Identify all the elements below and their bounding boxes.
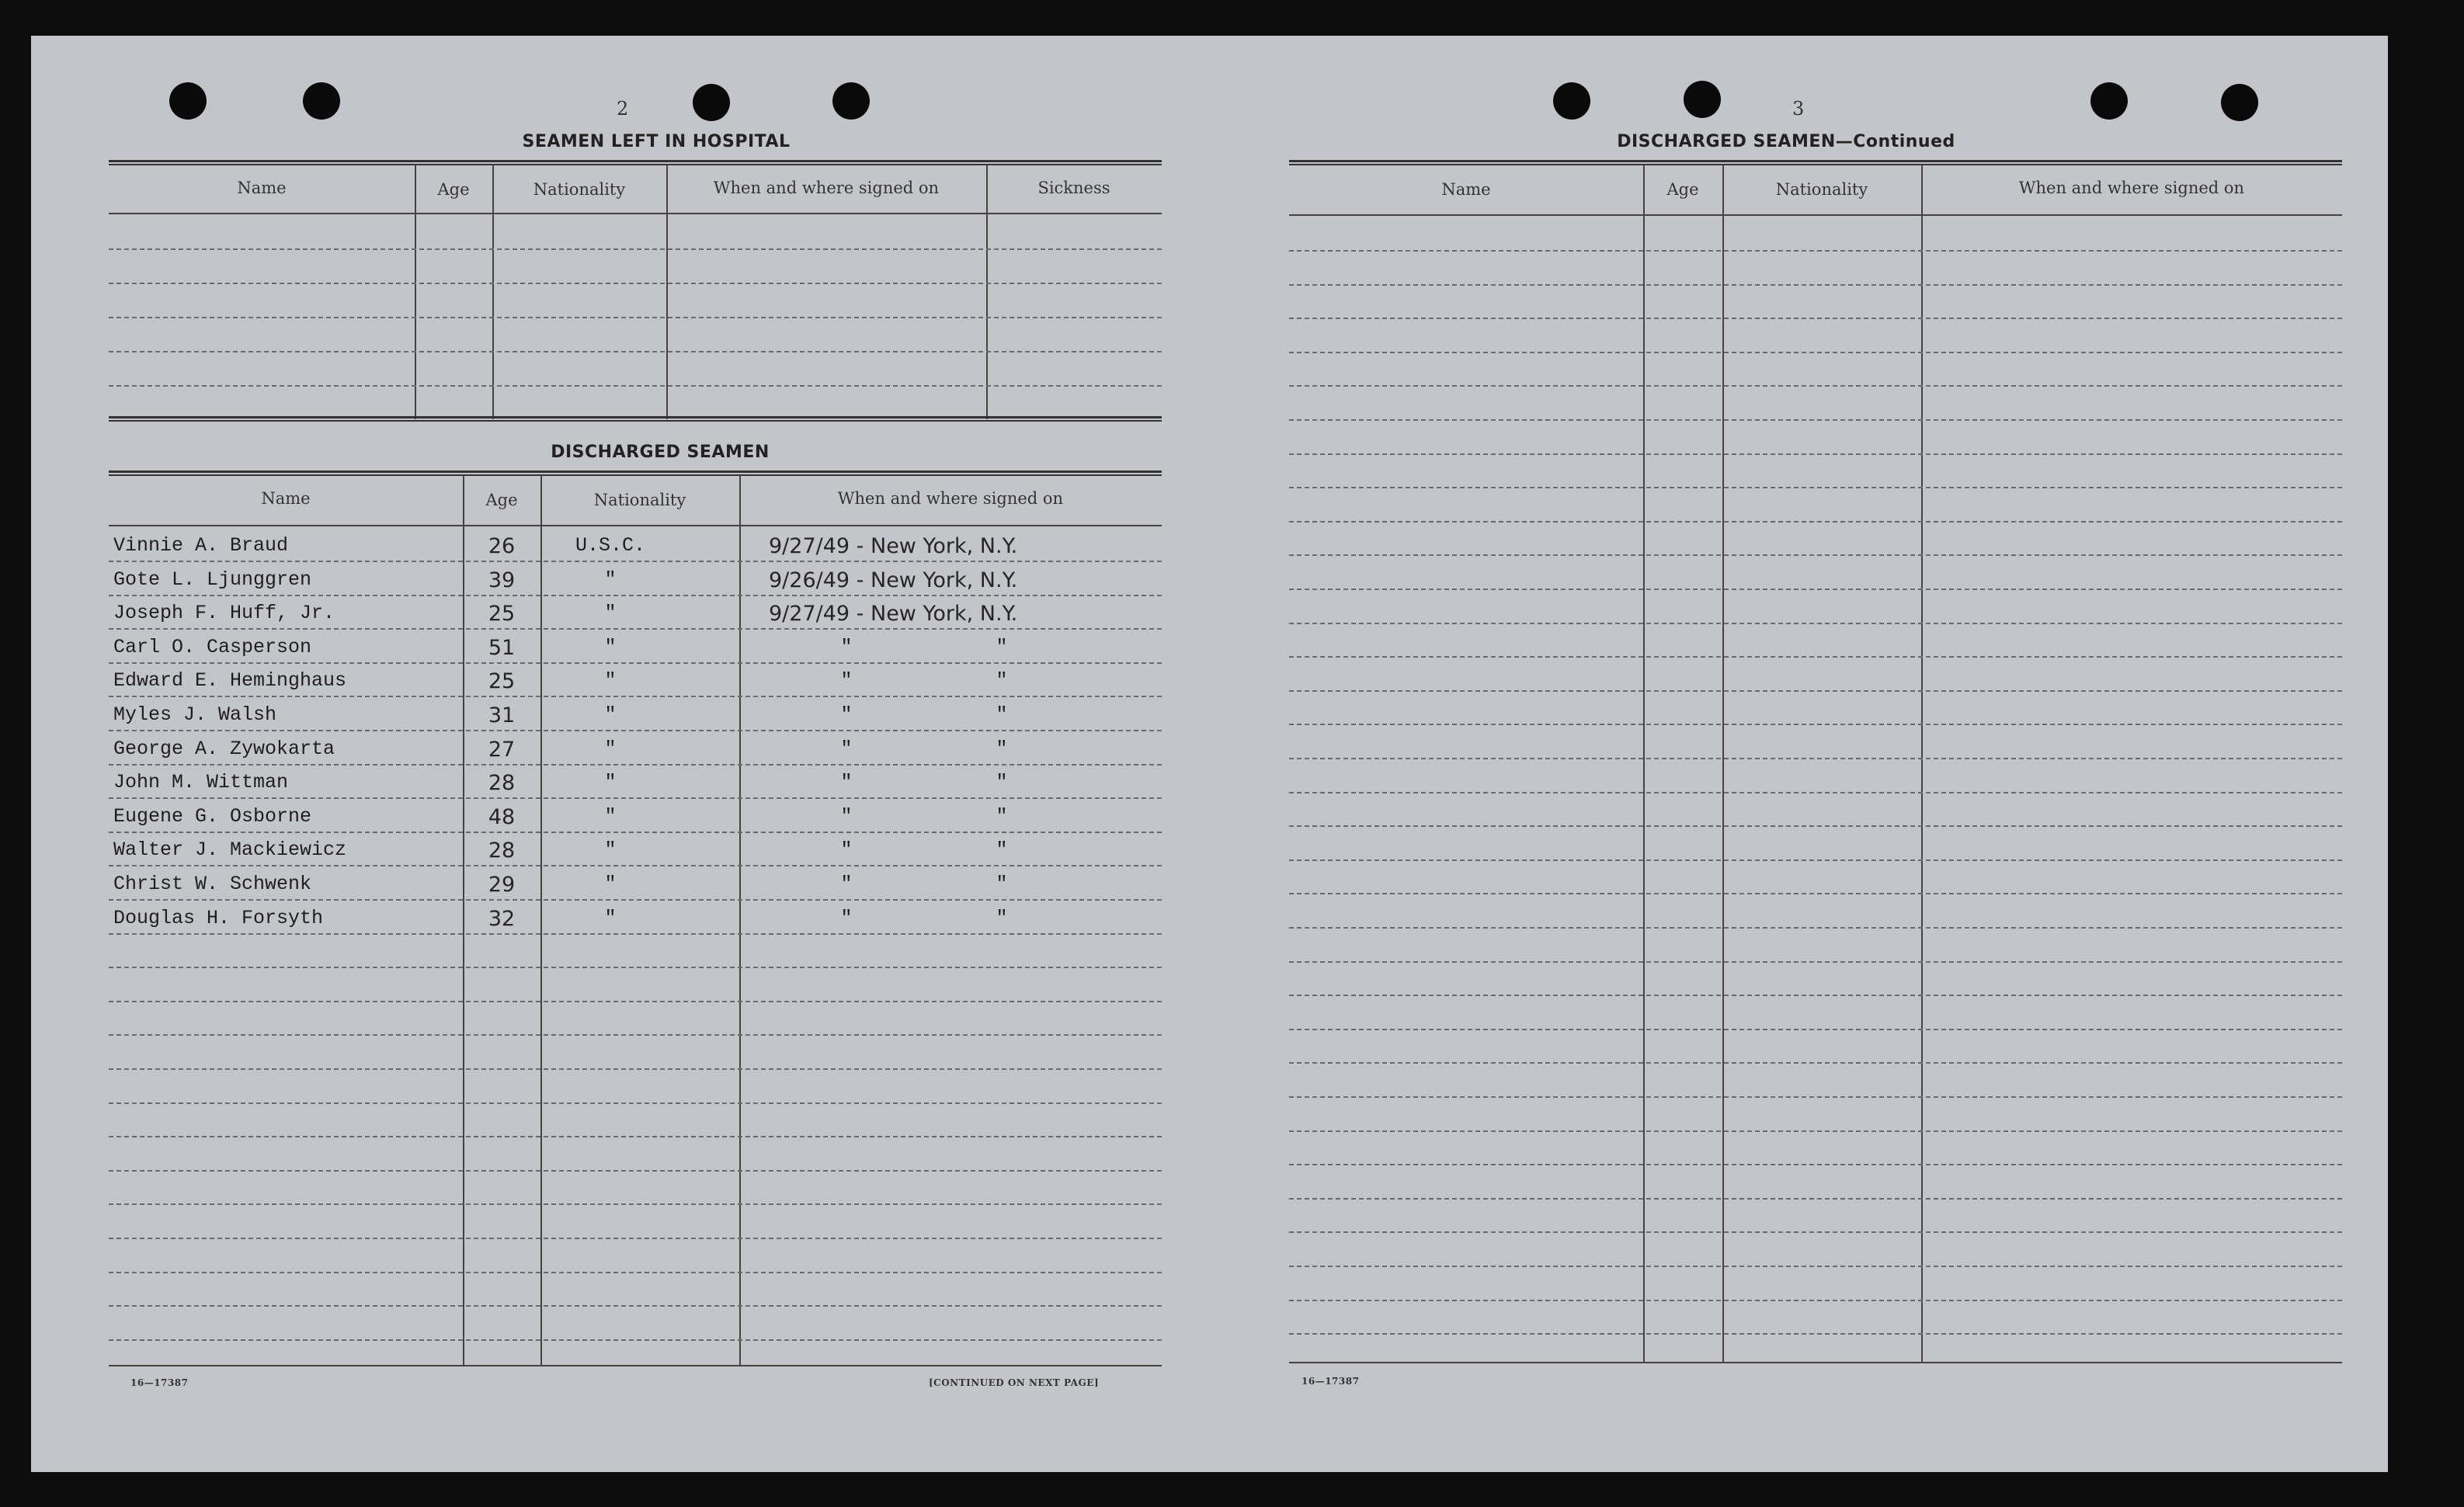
row-line — [109, 832, 1162, 833]
continued-note: [CONTINUED ON NEXT PAGE] — [929, 1377, 1100, 1388]
table-bottom-rule — [109, 416, 1162, 422]
page-number: 3 — [1792, 98, 1805, 120]
ditto-mark: " — [996, 669, 1008, 692]
header-rule — [1289, 214, 2342, 216]
discharged-continued-title: DISCHARGED SEAMEN—Continued — [1617, 132, 1955, 151]
seaman-nationality: U.S.C. — [575, 534, 645, 557]
row-line — [109, 351, 1162, 352]
row-line — [1289, 1333, 2342, 1335]
seaman-name: Myles J. Walsh — [113, 703, 277, 726]
row-line — [1289, 792, 2342, 793]
column-divider — [1921, 165, 1923, 1362]
punch-hole — [2221, 84, 2258, 121]
ditto-mark: " — [996, 703, 1008, 726]
seaman-nationality: " — [604, 839, 617, 861]
row-line — [109, 1034, 1162, 1036]
row-line — [1289, 1231, 2342, 1233]
row-line — [109, 1339, 1162, 1341]
row-line — [109, 1272, 1162, 1273]
row-line — [109, 730, 1162, 731]
row-line — [109, 1305, 1162, 1307]
punch-hole — [832, 82, 870, 120]
seaman-name: Vinnie A. Braud — [113, 534, 289, 557]
row-line — [1289, 859, 2342, 861]
row-line — [109, 967, 1162, 968]
seaman-age: 32 — [488, 907, 516, 931]
ditto-mark: " — [996, 805, 1008, 828]
ditto-mark: " — [840, 873, 853, 895]
signed-on-date-place: 9/26/49 - New York, N.Y. — [769, 568, 1018, 592]
seaman-nationality: " — [604, 873, 617, 895]
ditto-mark: " — [840, 907, 853, 929]
row-line — [1289, 352, 2342, 353]
seaman-name: Walter J. Mackiewicz — [113, 839, 347, 861]
row-line — [1289, 1029, 2342, 1030]
row-line — [109, 933, 1162, 935]
row-line — [109, 1170, 1162, 1172]
column-header-age: Age — [1666, 180, 1699, 199]
row-line — [1289, 554, 2342, 556]
column-header-name: Name — [237, 179, 287, 197]
row-line — [109, 317, 1162, 318]
header-rule — [109, 525, 1162, 526]
column-header-age: Age — [485, 491, 518, 509]
row-line — [1289, 419, 2342, 421]
column-header-nationality: Nationality — [1775, 180, 1868, 199]
seaman-nationality: " — [604, 907, 617, 929]
row-line — [1289, 385, 2342, 387]
row-line — [1289, 623, 2342, 624]
punch-hole — [1553, 82, 1590, 120]
seaman-nationality: " — [604, 771, 617, 793]
ditto-mark: " — [996, 873, 1008, 895]
seaman-age: 27 — [488, 738, 516, 762]
row-line — [1289, 487, 2342, 488]
column-divider — [739, 475, 741, 1365]
row-line — [1289, 825, 2342, 827]
seaman-name: George A. Zywokarta — [113, 738, 335, 760]
row-line — [1289, 690, 2342, 692]
seaman-age: 29 — [488, 873, 516, 897]
signed-on-date-place: 9/27/49 - New York, N.Y. — [769, 602, 1018, 626]
ditto-mark: " — [996, 738, 1008, 760]
seaman-age: 28 — [488, 839, 516, 863]
ditto-mark: " — [840, 703, 853, 726]
row-line — [109, 662, 1162, 664]
table-bottom-rule — [1289, 1362, 2342, 1363]
seaman-nationality: " — [604, 805, 617, 828]
ditto-mark: " — [840, 738, 853, 760]
seaman-name: Edward E. Heminghaus — [113, 669, 347, 692]
row-line — [1289, 521, 2342, 523]
header-rule — [109, 213, 1162, 214]
row-line — [1289, 1164, 2342, 1165]
discharged-section-title: DISCHARGED SEAMEN — [551, 443, 770, 462]
column-divider — [415, 165, 416, 419]
column-header-nationality: Nationality — [593, 491, 686, 509]
ditto-mark: " — [840, 771, 853, 793]
seaman-age: 39 — [488, 568, 516, 592]
form-number: 16—17387 — [130, 1377, 189, 1388]
punch-hole — [693, 84, 730, 121]
seaman-name: Eugene G. Osborne — [113, 805, 312, 828]
form-number: 16—17387 — [1302, 1376, 1360, 1387]
ditto-mark: " — [996, 636, 1008, 658]
seaman-nationality: " — [604, 602, 617, 624]
punch-hole — [2090, 82, 2128, 120]
column-header-signed-on: When and where signed on — [837, 489, 1064, 508]
column-header-signed-on: When and where signed on — [713, 179, 940, 197]
row-line — [1289, 961, 2342, 963]
seaman-name: Joseph F. Huff, Jr. — [113, 602, 335, 624]
seaman-nationality: " — [604, 568, 617, 591]
column-header-signed-on: When and where signed on — [2018, 179, 2245, 197]
column-header-name: Name — [261, 489, 311, 508]
row-line — [1289, 1130, 2342, 1132]
row-line — [109, 561, 1162, 562]
row-line — [109, 1238, 1162, 1239]
row-line — [109, 1136, 1162, 1137]
page-number: 2 — [617, 98, 629, 120]
row-line — [1289, 318, 2342, 319]
row-line — [109, 283, 1162, 284]
seaman-age: 25 — [488, 669, 516, 693]
punch-hole — [1684, 81, 1721, 118]
row-line — [109, 595, 1162, 596]
column-header-nationality: Nationality — [533, 180, 626, 199]
ditto-mark: " — [996, 771, 1008, 793]
row-line — [1289, 1266, 2342, 1267]
row-line — [1289, 1198, 2342, 1200]
table-bottom-rule — [109, 1365, 1162, 1366]
seaman-name: John M. Wittman — [113, 771, 289, 793]
row-line — [109, 1068, 1162, 1070]
row-line — [1289, 927, 2342, 929]
column-divider — [492, 165, 494, 419]
document-sheet — [31, 36, 2388, 1472]
row-line — [109, 797, 1162, 799]
row-line — [1289, 1300, 2342, 1301]
table-top-rule — [109, 471, 1162, 476]
ditto-mark: " — [996, 907, 1008, 929]
seaman-nationality: " — [604, 703, 617, 726]
ditto-mark: " — [840, 636, 853, 658]
row-line — [1289, 284, 2342, 286]
column-divider — [1722, 165, 1724, 1362]
row-line — [1289, 758, 2342, 759]
row-line — [109, 1102, 1162, 1104]
ditto-mark: " — [996, 839, 1008, 861]
seaman-name: Douglas H. Forsyth — [113, 907, 324, 929]
row-line — [109, 764, 1162, 766]
row-line — [1289, 1062, 2342, 1064]
seaman-age: 51 — [488, 636, 516, 660]
row-line — [109, 1001, 1162, 1002]
punch-hole — [169, 82, 207, 120]
row-line — [1289, 724, 2342, 725]
row-line — [1289, 995, 2342, 996]
column-header-sickness: Sickness — [1037, 179, 1110, 197]
column-header-name: Name — [1441, 180, 1491, 199]
seaman-age: 48 — [488, 805, 516, 829]
column-header-age: Age — [437, 180, 470, 199]
seaman-name: Christ W. Schwenk — [113, 873, 312, 895]
seaman-age: 31 — [488, 703, 516, 727]
column-divider — [986, 165, 988, 419]
seaman-age: 26 — [488, 534, 516, 558]
seaman-nationality: " — [604, 738, 617, 760]
row-line — [1289, 589, 2342, 590]
row-line — [109, 865, 1162, 866]
seaman-age: 28 — [488, 771, 516, 795]
row-line — [1289, 893, 2342, 894]
ditto-mark: " — [840, 839, 853, 861]
row-line — [109, 248, 1162, 250]
row-line — [1289, 1096, 2342, 1098]
row-line — [1289, 656, 2342, 658]
seaman-name: Gote L. Ljunggren — [113, 568, 312, 591]
row-line — [109, 385, 1162, 387]
ditto-mark: " — [840, 669, 853, 692]
seaman-name: Carl O. Casperson — [113, 636, 312, 658]
signed-on-date-place: 9/27/49 - New York, N.Y. — [769, 534, 1018, 558]
table-top-rule — [109, 160, 1162, 165]
column-divider — [666, 165, 668, 419]
row-line — [109, 696, 1162, 697]
table-top-rule — [1289, 160, 2342, 165]
row-line — [109, 899, 1162, 901]
hospital-section-title: SEAMEN LEFT IN HOSPITAL — [522, 132, 791, 151]
ditto-mark: " — [840, 805, 853, 828]
seaman-nationality: " — [604, 636, 617, 658]
row-line — [1289, 453, 2342, 455]
row-line — [109, 1203, 1162, 1205]
row-line — [109, 628, 1162, 630]
column-divider — [1643, 165, 1645, 1362]
seaman-nationality: " — [604, 669, 617, 692]
seaman-age: 25 — [488, 602, 516, 626]
punch-hole — [303, 82, 340, 120]
row-line — [1289, 250, 2342, 252]
